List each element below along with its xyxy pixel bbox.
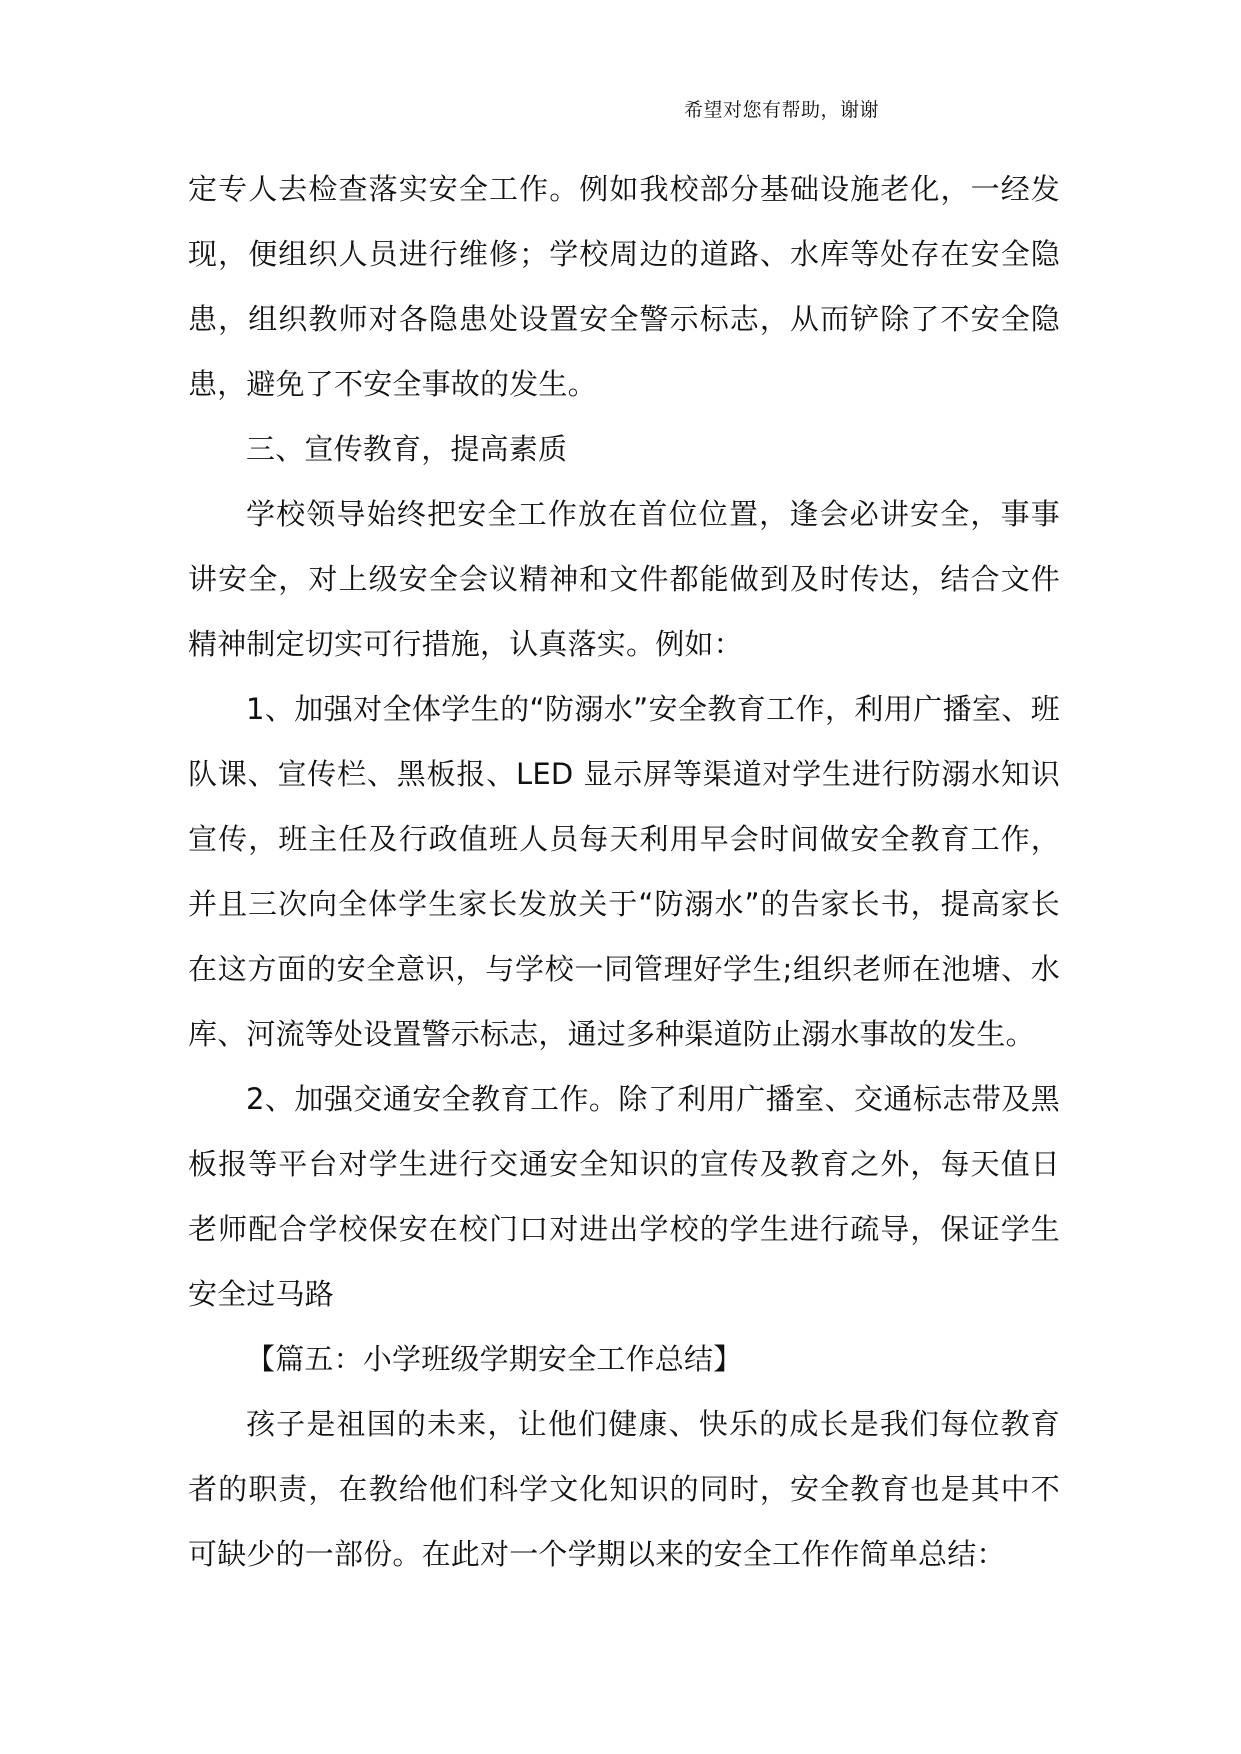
header-note: 希望对您有帮助，谢谢 xyxy=(684,99,880,121)
paragraph-drowning-prevention: 1、加强对全体学生的“防溺水”安全教育工作，利用广播室、班队课、宣传栏、黑板报、LED 显示屏等渠道对学生进行防溺水知识宣传，班主任及行政值班人员每天利用早会时间做安全教育工作，并且三次向全体学生家长发放关于“防溺水”的告家长书，提高家长在这方面的安全意识，与学校一同管理好学生;组织老师在池塘、水库、河流等处设置警示标志，通过多种渠道防止溺水事故的发生。 xyxy=(188,692,1060,1051)
section-heading-part-five: 【篇五：小学班级学期安全工作总结】 xyxy=(246,1342,743,1376)
paragraph-summary-intro: 孩子是祖国的未来，让他们健康、快乐的成长是我们每位教育者的职责，在教给他们科学文化知识的同时，安全教育也是其中不可缺少的一部份。在此对一个学期以来的安全工作作简单总结： xyxy=(188,1407,1060,1571)
paragraph-traffic-safety: 2、加强交通安全教育工作。除了利用广播室、交通标志带及黑板报等平台对学生进行交通安全知识的宣传及教育之外，每天值日老师配合学校保安在校门口对进出学校的学生进行疏导，保证学生安全过马路 xyxy=(188,1082,1060,1311)
document-body xyxy=(188,157,1060,1587)
section-heading-propaganda: 三、宣传教育，提高素质 xyxy=(246,432,568,466)
paragraph-continuation: 定专人去检查落实安全工作。例如我校部分基础设施老化，一经发现，便组织人员进行维修；学校周边的道路、水库等处存在安全隐患，组织教师对各隐患处设置安全警示标志，从而铲除了不安全隐患，避免了不安全事故的发生。 xyxy=(188,172,1060,401)
paragraph-leadership: 学校领导始终把安全工作放在首位位置，逢会必讲安全，事事讲安全，对上级安全会议精神和文件都能做到及时传达，结合文件精神制定切实可行措施，认真落实。例如： xyxy=(188,497,1060,661)
